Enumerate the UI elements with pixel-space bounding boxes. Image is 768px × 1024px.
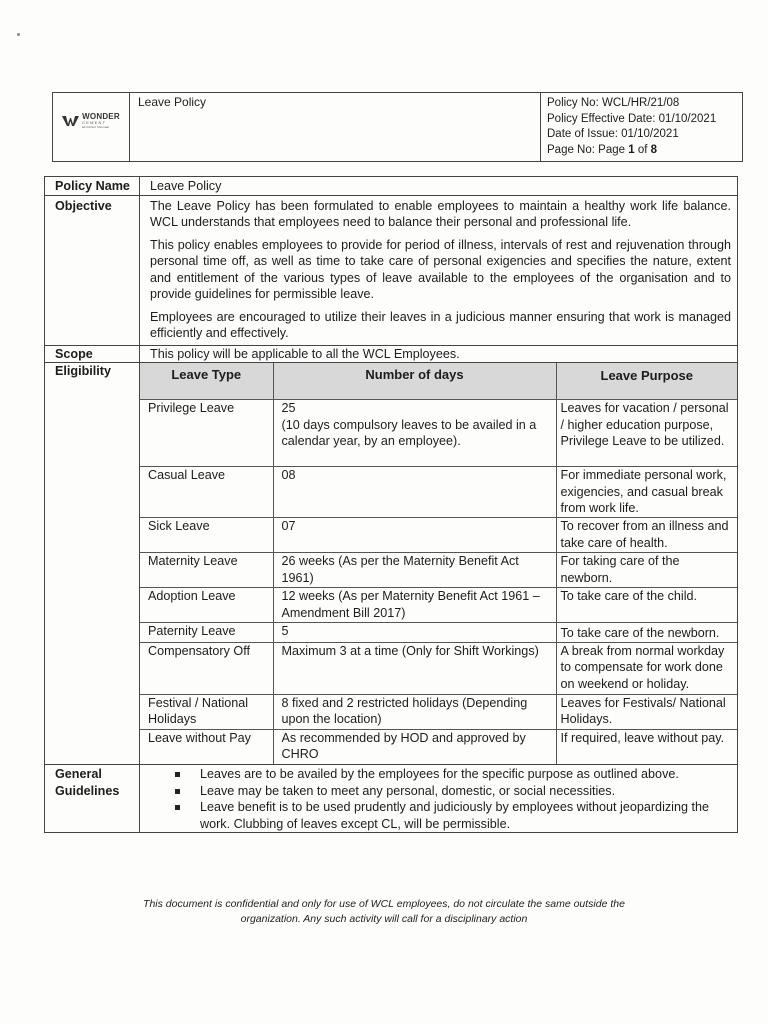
leave-days: 07 bbox=[273, 518, 556, 553]
document-header bbox=[52, 92, 743, 162]
objective-paragraph: The Leave Policy has been formulated to enable employees to maintain a healthy work life balance. WCL understands that employees need to balance their personal and professional life. bbox=[150, 198, 731, 229]
eligibility-label: Eligibility bbox=[45, 363, 140, 765]
date-of-issue: Date of Issue: 01/10/2021 bbox=[547, 128, 679, 140]
leave-purpose: A break from normal workday to compensate for work done on weekend or holiday. bbox=[556, 642, 737, 694]
header-title: Leave Policy bbox=[130, 93, 541, 162]
objective-paragraph: Employees are encouraged to utilize their leaves in a judicious manner ensuring that work is managed efficiently and effectively. bbox=[150, 309, 731, 340]
page-number: Page No: Page 1 of 8 bbox=[547, 143, 658, 156]
leave-days: Maximum 3 at a time (Only for Shift Workings) bbox=[273, 642, 556, 694]
objective-paragraph: This policy enables employees to provide for period of illness, intervals of rest and rejuvenation through personal time off, as well as time to take care of personal exigencies and specifies the nature, extent and entitlement of the various types of leave available to the employees of the organisation and to provide guidelines for permissible leave. bbox=[150, 237, 731, 301]
leave-purpose: If required, leave without pay. bbox=[556, 729, 737, 764]
leave-days: 08 bbox=[273, 467, 556, 518]
col-header-leave-purpose: Leave Purpose bbox=[556, 363, 737, 400]
policy-number: Policy No: WCL/HR/21/08 bbox=[547, 97, 680, 109]
leave-row bbox=[140, 553, 737, 588]
leave-days: As recommended by HOD and approved by CHRO bbox=[273, 729, 556, 764]
footer-line: organization. Any such activity will call for a disciplinary action bbox=[240, 913, 528, 925]
footer-line: This document is confidential and only for use of WCL employees, do not circulate the same outside the bbox=[143, 898, 625, 910]
list-item: Leave benefit is to be used prudently and judiciously by employees without jeopardizing the work. Clubbing of leaves except CL, will be permissible. bbox=[200, 799, 731, 832]
eligibility-content bbox=[140, 363, 738, 765]
scope-row bbox=[45, 345, 738, 363]
policy-meta bbox=[541, 93, 743, 162]
eligibility-row bbox=[45, 363, 738, 765]
logo-sub: CEMENT bbox=[82, 120, 107, 125]
objective-content bbox=[140, 195, 738, 345]
leave-row bbox=[140, 467, 737, 518]
leave-days: 8 fixed and 2 restricted holidays (Depending upon the location) bbox=[273, 694, 556, 729]
leave-purpose: To take care of the newborn. bbox=[556, 623, 737, 643]
wonder-logo-icon bbox=[62, 115, 79, 127]
list-item: Leave may be taken to meet any personal, domestic, or social necessities. bbox=[200, 783, 731, 800]
col-header-number-of-days: Number of days bbox=[273, 363, 556, 400]
policy-name-label: Policy Name bbox=[45, 177, 140, 196]
leave-purpose: To take care of the child. bbox=[556, 588, 737, 623]
policy-table bbox=[44, 176, 738, 833]
leave-days: 12 weeks (As per Maternity Benefit Act 1961 – Amendment Bill 2017) bbox=[273, 588, 556, 623]
guidelines-row bbox=[45, 765, 738, 833]
leave-type: Compensatory Off bbox=[140, 642, 273, 694]
leave-type: Casual Leave bbox=[140, 467, 273, 518]
logo-brand: WONDER bbox=[82, 112, 120, 121]
leave-type: Privilege Leave bbox=[140, 400, 273, 467]
leave-type: Maternity Leave bbox=[140, 553, 273, 588]
leave-row bbox=[140, 729, 737, 764]
objective-row bbox=[45, 195, 738, 345]
confidentiality-footer bbox=[0, 897, 768, 927]
leave-days: 25 (10 days compulsory leaves to be availed in a calendar year, by an employee). bbox=[273, 400, 556, 467]
leave-purpose: Leaves for Festivals/ National Holidays. bbox=[556, 694, 737, 729]
leave-row bbox=[140, 623, 737, 643]
leave-type: Paternity Leave bbox=[140, 623, 273, 643]
company-logo bbox=[53, 113, 129, 129]
leave-row bbox=[140, 694, 737, 729]
leave-row bbox=[140, 588, 737, 623]
scope-label: Scope bbox=[45, 345, 140, 363]
leave-days: 5 bbox=[273, 623, 556, 643]
objective-label: Objective bbox=[45, 195, 140, 345]
leave-row bbox=[140, 400, 737, 467]
policy-effective-date: Policy Effective Date: 01/10/2021 bbox=[547, 112, 717, 125]
policy-name-value: Leave Policy bbox=[140, 177, 738, 196]
col-header-leave-type: Leave Type bbox=[140, 363, 273, 400]
leave-type: Leave without Pay bbox=[140, 729, 273, 764]
scan-speck bbox=[17, 33, 20, 36]
guidelines-list bbox=[150, 766, 731, 832]
leave-purpose: For taking care of the newborn. bbox=[556, 553, 737, 588]
guidelines-label: General Guidelines bbox=[45, 765, 140, 833]
leave-type: Adoption Leave bbox=[140, 588, 273, 623]
leave-row bbox=[140, 642, 737, 694]
logo-cell bbox=[53, 93, 130, 162]
leave-purpose: To recover from an illness and take care of health. bbox=[556, 518, 737, 553]
guidelines-content bbox=[140, 765, 738, 833]
leave-days: 26 weeks (As per the Maternity Benefit Act 1961) bbox=[273, 553, 556, 588]
leave-type: Sick Leave bbox=[140, 518, 273, 553]
scope-value: This policy will be applicable to all the WCL Employees. bbox=[140, 345, 738, 363]
logo-tagline: Ek Perfect Shuruaat bbox=[82, 125, 110, 129]
leave-table-header bbox=[140, 363, 737, 400]
list-item: Leaves are to be availed by the employees for the specific purpose as outlined above. bbox=[200, 766, 731, 783]
policy-name-row bbox=[45, 177, 738, 196]
leave-table bbox=[140, 363, 737, 764]
leave-purpose: Leaves for vacation / personal / higher education purpose, Privilege Leave to be utilized. bbox=[556, 400, 737, 467]
leave-type: Festival / National Holidays bbox=[140, 694, 273, 729]
leave-purpose: For immediate personal work, exigencies, and casual break from work life. bbox=[556, 467, 737, 518]
leave-row bbox=[140, 518, 737, 553]
